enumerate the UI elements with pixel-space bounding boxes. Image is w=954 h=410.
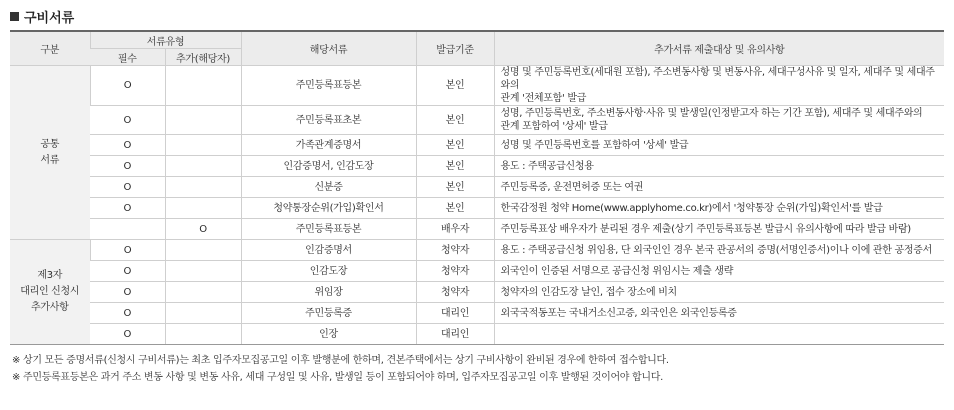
note-line: 한국감정원 청약 Home(www.applyhome.co.kr)에서 '청약통장 순위(가입)확인서'를 발급 [500, 202, 883, 214]
note-cell [494, 198, 944, 219]
note-line: 주민등록증, 운전면허증 또는 여권 [500, 181, 644, 193]
note-cell [494, 240, 944, 261]
document-cell: 인감도장 [241, 261, 416, 282]
note-line: 외국인이 인증된 서명으로 공급신청 위임시는 제출 생략 [500, 265, 734, 277]
table-body [10, 66, 944, 345]
required-cell: O [90, 156, 165, 177]
note-cell [494, 303, 944, 324]
required-cell: O [90, 324, 165, 345]
note-cell [494, 66, 944, 106]
table-row [10, 177, 944, 198]
square-bullet-icon [10, 12, 19, 21]
additional-cell: O [165, 219, 241, 240]
required-cell: O [90, 66, 165, 106]
group-label-line: 서류 [40, 154, 60, 166]
additional-cell [165, 177, 241, 198]
issuer-cell: 청약자 [416, 282, 494, 303]
document-cell: 위임장 [241, 282, 416, 303]
section-title [10, 6, 74, 26]
group-label-line: 공통 [40, 138, 60, 150]
table-row [10, 156, 944, 177]
table-row [10, 106, 944, 135]
note-cell [494, 106, 944, 135]
document-cell: 주민등록표등본 [241, 219, 416, 240]
header-category: 구분 [10, 31, 90, 66]
required-cell: O [90, 198, 165, 219]
section-title-text: 구비서류 [24, 10, 75, 26]
note-cell [494, 135, 944, 156]
table-row [10, 240, 944, 261]
additional-cell [165, 106, 241, 135]
required-cell: O [90, 303, 165, 324]
document-cell: 인감증명서, 인감도장 [241, 156, 416, 177]
group-label [10, 66, 90, 240]
note-line: 관계 포함하여 '상세' 발급 [500, 121, 608, 132]
issuer-cell: 대리인 [416, 324, 494, 345]
required-cell: O [90, 177, 165, 198]
required-cell [90, 219, 165, 240]
issuer-cell: 본인 [416, 106, 494, 135]
document-cell: 주민등록증 [241, 303, 416, 324]
issuer-cell: 본인 [416, 177, 494, 198]
additional-cell [165, 240, 241, 261]
document-cell: 인감증명서 [241, 240, 416, 261]
header-doc-type: 서류유형 [90, 31, 241, 49]
note-line: 용도 : 주택공급신청용 [500, 160, 594, 172]
additional-cell [165, 66, 241, 106]
issuer-cell: 본인 [416, 135, 494, 156]
note-line: 외국국적동포는 국내거소신고증, 외국인은 외국인등록증 [500, 307, 737, 319]
issuer-cell: 청약자 [416, 240, 494, 261]
required-cell: O [90, 135, 165, 156]
issuer-cell: 본인 [416, 198, 494, 219]
required-cell: O [90, 240, 165, 261]
table-row [10, 324, 944, 345]
table-row [10, 66, 944, 106]
note-line: 청약자의 인감도장 날인, 접수 장소에 비치 [500, 286, 677, 298]
document-cell: 주민등록표등본 [241, 66, 416, 106]
additional-cell [165, 198, 241, 219]
additional-cell [165, 156, 241, 177]
header-required: 필수 [90, 49, 165, 66]
footnote: ※ 상기 모든 증명서류(신청시 구비서류)는 최초 입주자모집공고일 이후 발행분에 한하며, 견본주택에서는 상기 구비사항이 완비된 경우에 한하여 접수합니다. [12, 355, 669, 366]
document-cell: 청약통장순위(가입)확인서 [241, 198, 416, 219]
issuer-cell: 청약자 [416, 261, 494, 282]
group-label [10, 240, 90, 345]
required-cell: O [90, 282, 165, 303]
note-line: 성명 및 주민등록번호를 포함하여 '상세' 발급 [500, 139, 689, 151]
table-row [10, 282, 944, 303]
required-cell: O [90, 261, 165, 282]
note-cell [494, 282, 944, 303]
note-line: 성명 및 주민등록번호(세대원 포함), 주소변동사항 및 변동사유, 세대구성사유 및 일자, 세대주 및 세대주와의 [500, 67, 935, 91]
document-cell: 가족관계증명서 [241, 135, 416, 156]
additional-cell [165, 324, 241, 345]
group-label-line: 추가사항 [31, 302, 69, 313]
additional-cell [165, 261, 241, 282]
table-row [10, 135, 944, 156]
issuer-cell: 본인 [416, 66, 494, 106]
footnote: ※ 주민등록표등본은 과거 주소 변동 사항 및 변동 사유, 세대 구성일 및 사유, 발생일 등이 포함되어야 하며, 입주자모집공고일 이후 발행된 것이어야 합니다. [12, 372, 664, 383]
note-cell [494, 156, 944, 177]
note-line: 용도 : 주택공급신청 위임용, 단 외국인인 경우 본국 관공서의 증명(서명인증서)이나 이에 관한 공정증서 [500, 244, 932, 256]
additional-cell [165, 303, 241, 324]
table-row [10, 198, 944, 219]
required-cell: O [90, 106, 165, 135]
table-row [10, 219, 944, 240]
note-cell [494, 324, 944, 345]
group-label-line: 대리인 신청시 [20, 286, 80, 297]
issuer-cell: 본인 [416, 156, 494, 177]
table-row [10, 261, 944, 282]
header-issuer: 발급기준 [416, 31, 494, 66]
issuer-cell: 대리인 [416, 303, 494, 324]
note-line: 주민등록표상 배우자가 분리된 경우 제출(상기 주민등록표등본 발급시 유의사항에 따라 발급 바람) [500, 223, 911, 235]
document-cell: 신분증 [241, 177, 416, 198]
issuer-cell: 배우자 [416, 219, 494, 240]
note-cell [494, 261, 944, 282]
documents-table [10, 30, 944, 345]
group-label-line: 제3자 [37, 270, 63, 281]
note-cell [494, 177, 944, 198]
footnotes [12, 352, 669, 386]
additional-cell [165, 282, 241, 303]
header-document: 해당서류 [241, 31, 416, 66]
additional-cell [165, 135, 241, 156]
table-row [10, 303, 944, 324]
document-cell: 인장 [241, 324, 416, 345]
note-line: 성명, 주민등록번호, 주소변동사항·사유 및 발생일(인정받고자 하는 기간 포함), 세대주 및 세대주와의 [500, 108, 923, 119]
note-cell [494, 219, 944, 240]
header-notes: 추가서류 제출대상 및 유의사항 [494, 31, 944, 66]
document-cell: 주민등록표초본 [241, 106, 416, 135]
note-line: 관계 '전체포함' 발급 [500, 93, 587, 104]
header-additional: 추가(해당자) [165, 49, 241, 66]
